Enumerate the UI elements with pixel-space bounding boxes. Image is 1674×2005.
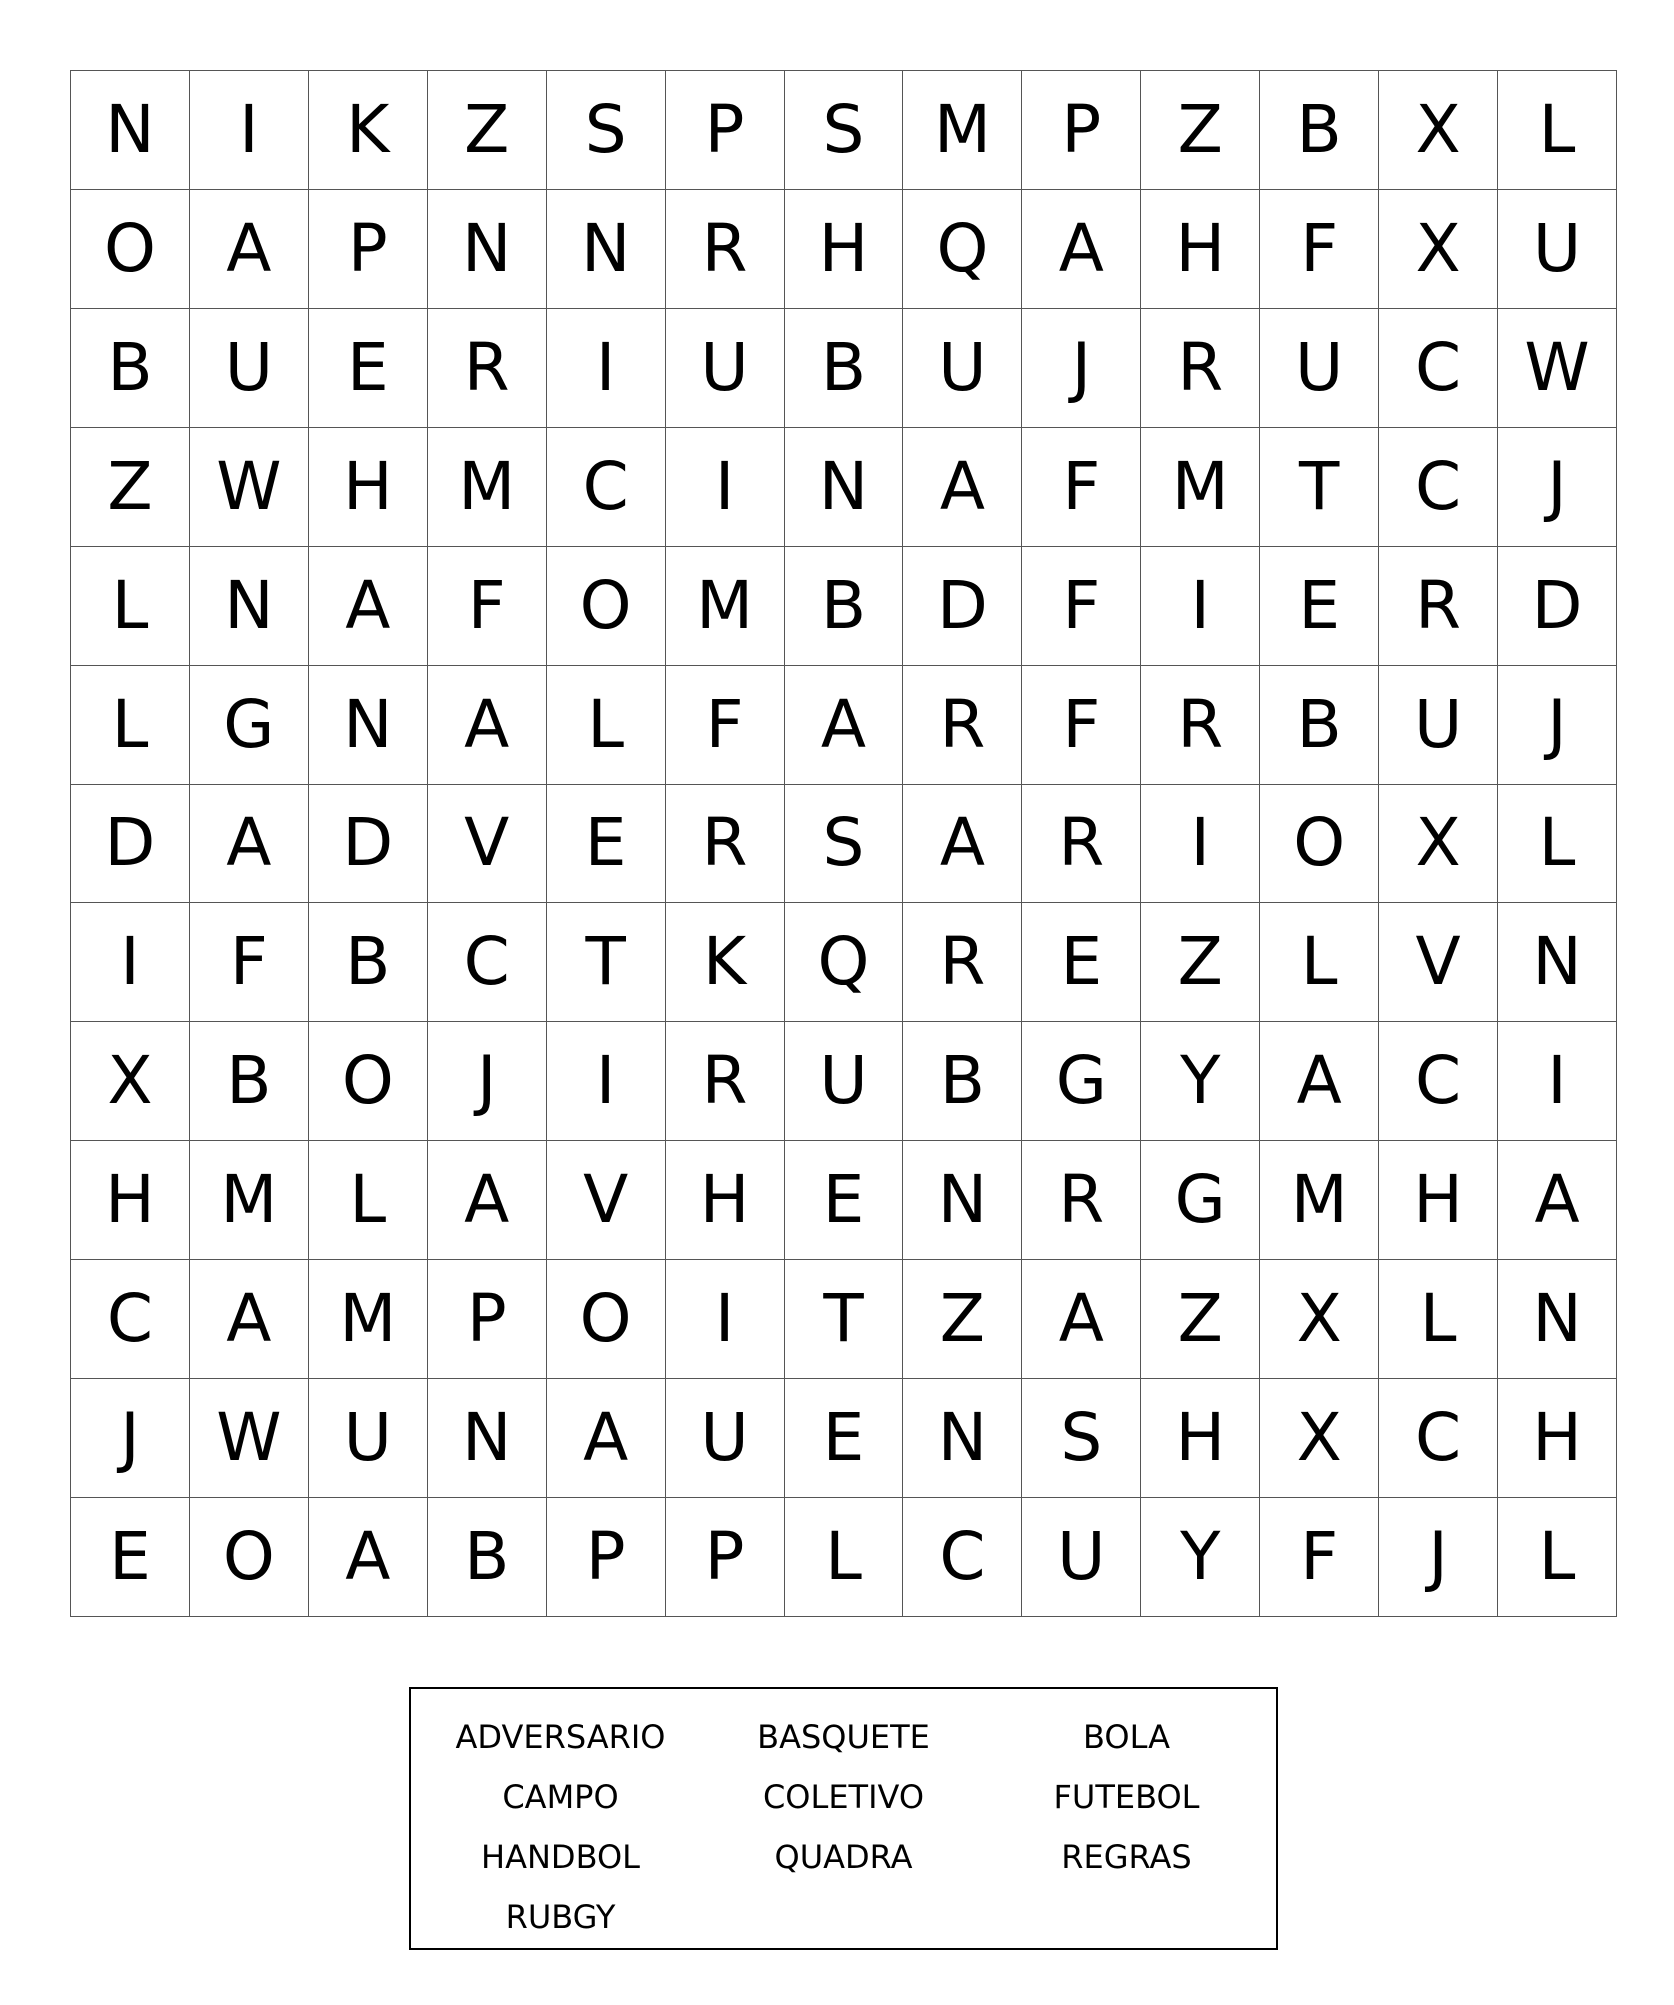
grid-cell[interactable]: I bbox=[1498, 1022, 1617, 1141]
grid-cell[interactable]: G bbox=[1141, 1141, 1260, 1260]
grid-cell[interactable]: A bbox=[190, 785, 309, 904]
grid-cell[interactable]: A bbox=[547, 1379, 666, 1498]
grid-cell[interactable]: I bbox=[547, 309, 666, 428]
grid-cell[interactable]: X bbox=[1260, 1379, 1379, 1498]
grid-cell[interactable]: J bbox=[1498, 666, 1617, 785]
grid-cell[interactable]: B bbox=[903, 1022, 1022, 1141]
grid-cell[interactable]: C bbox=[547, 428, 666, 547]
grid-cell[interactable]: H bbox=[1379, 1141, 1498, 1260]
grid-cell[interactable]: C bbox=[1379, 1379, 1498, 1498]
grid-cell[interactable]: R bbox=[666, 190, 785, 309]
grid-cell[interactable]: C bbox=[1379, 1022, 1498, 1141]
grid-cell[interactable]: P bbox=[428, 1260, 547, 1379]
grid-cell[interactable]: B bbox=[1260, 71, 1379, 190]
grid-cell[interactable]: A bbox=[428, 666, 547, 785]
grid-cell[interactable]: I bbox=[666, 1260, 785, 1379]
grid-cell[interactable]: A bbox=[309, 547, 428, 666]
grid-cell[interactable]: P bbox=[666, 1498, 785, 1617]
grid-cell[interactable]: N bbox=[903, 1141, 1022, 1260]
grid-cell[interactable]: U bbox=[666, 309, 785, 428]
grid-cell[interactable]: R bbox=[666, 785, 785, 904]
grid-cell[interactable]: Y bbox=[1141, 1022, 1260, 1141]
grid-cell[interactable]: V bbox=[1379, 903, 1498, 1022]
grid-cell[interactable]: A bbox=[903, 428, 1022, 547]
grid-cell[interactable]: R bbox=[1022, 785, 1141, 904]
grid-cell[interactable]: O bbox=[71, 190, 190, 309]
grid-cell[interactable]: F bbox=[190, 903, 309, 1022]
grid-cell[interactable]: R bbox=[1379, 547, 1498, 666]
word-bank-item: QUADRA bbox=[774, 1838, 913, 1876]
grid-cell[interactable]: F bbox=[428, 547, 547, 666]
grid-cell[interactable]: C bbox=[1379, 309, 1498, 428]
grid-cell[interactable]: O bbox=[547, 1260, 666, 1379]
grid-cell[interactable]: N bbox=[190, 547, 309, 666]
grid-cell[interactable]: C bbox=[71, 1260, 190, 1379]
grid-cell[interactable]: U bbox=[1379, 666, 1498, 785]
grid-cell[interactable]: X bbox=[1260, 1260, 1379, 1379]
grid-cell[interactable]: N bbox=[71, 71, 190, 190]
grid-cell[interactable]: A bbox=[1022, 190, 1141, 309]
grid-cell[interactable]: U bbox=[309, 1379, 428, 1498]
grid-cell[interactable]: H bbox=[666, 1141, 785, 1260]
grid-cell[interactable]: Y bbox=[1141, 1498, 1260, 1617]
grid-cell[interactable]: U bbox=[1498, 190, 1617, 309]
grid-cell[interactable]: Z bbox=[1141, 71, 1260, 190]
grid-cell[interactable]: E bbox=[785, 1141, 904, 1260]
grid-cell[interactable]: O bbox=[190, 1498, 309, 1617]
grid-cell[interactable]: N bbox=[1498, 903, 1617, 1022]
word-bank-item: REGRAS bbox=[1061, 1838, 1192, 1876]
grid-cell[interactable]: H bbox=[1141, 1379, 1260, 1498]
grid-cell[interactable]: M bbox=[428, 428, 547, 547]
word-bank-item: ADVERSARIO bbox=[455, 1718, 666, 1756]
grid-cell[interactable]: K bbox=[666, 903, 785, 1022]
grid-cell[interactable]: I bbox=[666, 428, 785, 547]
grid-cell[interactable]: O bbox=[309, 1022, 428, 1141]
word-bank-item: HANDBOL bbox=[481, 1838, 640, 1876]
grid-cell[interactable]: U bbox=[666, 1379, 785, 1498]
grid-cell[interactable]: F bbox=[1260, 1498, 1379, 1617]
grid-cell[interactable]: M bbox=[1260, 1141, 1379, 1260]
grid-cell[interactable]: D bbox=[903, 547, 1022, 666]
grid-cell[interactable]: L bbox=[1498, 71, 1617, 190]
grid-cell[interactable]: A bbox=[190, 190, 309, 309]
word-bank-item: COLETIVO bbox=[762, 1778, 925, 1816]
grid-cell[interactable]: H bbox=[71, 1141, 190, 1260]
grid-cell[interactable]: U bbox=[785, 1022, 904, 1141]
grid-cell[interactable]: L bbox=[1260, 903, 1379, 1022]
grid-cell[interactable]: E bbox=[1260, 547, 1379, 666]
grid-cell[interactable]: L bbox=[1498, 785, 1617, 904]
grid-cell[interactable]: L bbox=[71, 666, 190, 785]
grid-cell[interactable]: T bbox=[547, 903, 666, 1022]
grid-cell[interactable]: B bbox=[71, 309, 190, 428]
grid-cell[interactable]: A bbox=[1498, 1141, 1617, 1260]
grid-cell[interactable]: S bbox=[1022, 1379, 1141, 1498]
grid-cell[interactable]: H bbox=[785, 190, 904, 309]
grid-cell[interactable]: M bbox=[903, 71, 1022, 190]
grid-cell[interactable]: X bbox=[1379, 71, 1498, 190]
grid-cell[interactable]: X bbox=[1379, 785, 1498, 904]
grid-cell[interactable]: A bbox=[1260, 1022, 1379, 1141]
grid-cell[interactable]: M bbox=[309, 1260, 428, 1379]
grid-cell[interactable]: W bbox=[1498, 309, 1617, 428]
grid-cell[interactable]: G bbox=[1022, 1022, 1141, 1141]
grid-cell[interactable]: C bbox=[428, 903, 547, 1022]
grid-cell[interactable]: N bbox=[547, 190, 666, 309]
grid-cell[interactable]: I bbox=[71, 903, 190, 1022]
grid-cell[interactable]: F bbox=[1260, 190, 1379, 309]
grid-cell[interactable]: E bbox=[309, 309, 428, 428]
grid-cell[interactable]: V bbox=[547, 1141, 666, 1260]
grid-cell[interactable]: Z bbox=[71, 428, 190, 547]
grid-cell[interactable]: C bbox=[903, 1498, 1022, 1617]
word-bank bbox=[409, 1687, 1278, 1950]
grid-cell[interactable]: R bbox=[1141, 309, 1260, 428]
grid-cell[interactable]: M bbox=[190, 1141, 309, 1260]
grid-cell[interactable]: J bbox=[428, 1022, 547, 1141]
grid-cell[interactable]: A bbox=[428, 1141, 547, 1260]
grid-cell[interactable]: N bbox=[428, 190, 547, 309]
grid-cell[interactable]: H bbox=[1141, 190, 1260, 309]
grid-cell[interactable]: B bbox=[785, 547, 904, 666]
grid-cell[interactable]: M bbox=[1141, 428, 1260, 547]
grid-cell[interactable]: F bbox=[1022, 428, 1141, 547]
grid-cell[interactable]: F bbox=[1022, 547, 1141, 666]
grid-cell[interactable]: O bbox=[1260, 785, 1379, 904]
grid-cell[interactable]: R bbox=[1141, 666, 1260, 785]
grid-cell[interactable]: N bbox=[785, 428, 904, 547]
grid-cell[interactable]: L bbox=[785, 1498, 904, 1617]
grid-cell[interactable]: U bbox=[1260, 309, 1379, 428]
grid-cell[interactable]: L bbox=[1498, 1498, 1617, 1617]
grid-cell[interactable]: N bbox=[1498, 1260, 1617, 1379]
word-bank-item: CAMPO bbox=[502, 1778, 619, 1816]
grid-cell[interactable]: Z bbox=[428, 71, 547, 190]
grid-cell[interactable]: S bbox=[785, 785, 904, 904]
grid-cell[interactable]: R bbox=[903, 666, 1022, 785]
grid-cell[interactable]: J bbox=[1379, 1498, 1498, 1617]
grid-cell[interactable]: S bbox=[785, 71, 904, 190]
grid-cell[interactable]: E bbox=[785, 1379, 904, 1498]
grid-cell[interactable]: C bbox=[1379, 428, 1498, 547]
grid-cell[interactable]: I bbox=[547, 1022, 666, 1141]
grid-cell[interactable]: D bbox=[71, 785, 190, 904]
grid-cell[interactable]: L bbox=[71, 547, 190, 666]
grid-cell[interactable]: R bbox=[903, 903, 1022, 1022]
grid-cell[interactable]: E bbox=[547, 785, 666, 904]
grid-cell[interactable]: L bbox=[1379, 1260, 1498, 1379]
grid-cell[interactable]: X bbox=[71, 1022, 190, 1141]
word-bank-item: BOLA bbox=[1082, 1718, 1171, 1756]
grid-cell[interactable]: B bbox=[1260, 666, 1379, 785]
grid-cell[interactable]: Q bbox=[903, 190, 1022, 309]
grid-cell[interactable]: I bbox=[190, 71, 309, 190]
grid-cell[interactable]: R bbox=[1022, 1141, 1141, 1260]
grid-cell[interactable]: F bbox=[666, 666, 785, 785]
grid-cell[interactable]: R bbox=[666, 1022, 785, 1141]
grid-cell[interactable]: G bbox=[190, 666, 309, 785]
grid-cell[interactable]: A bbox=[309, 1498, 428, 1617]
grid-cell[interactable]: K bbox=[309, 71, 428, 190]
grid-cell[interactable]: D bbox=[309, 785, 428, 904]
grid-cell[interactable]: N bbox=[309, 666, 428, 785]
grid-cell[interactable]: S bbox=[547, 71, 666, 190]
grid-cell[interactable]: P bbox=[1022, 71, 1141, 190]
grid-cell[interactable]: N bbox=[903, 1379, 1022, 1498]
grid-cell[interactable]: W bbox=[190, 1379, 309, 1498]
grid-cell[interactable]: M bbox=[666, 547, 785, 666]
grid-cell[interactable]: U bbox=[1022, 1498, 1141, 1617]
grid-cell[interactable]: N bbox=[428, 1379, 547, 1498]
grid-cell[interactable]: J bbox=[1498, 428, 1617, 547]
grid-cell[interactable]: I bbox=[1141, 785, 1260, 904]
word-bank-item: RUBGY bbox=[505, 1898, 616, 1936]
grid-cell[interactable]: D bbox=[1498, 547, 1617, 666]
grid-cell[interactable]: H bbox=[1498, 1379, 1617, 1498]
word-bank-item: FUTEBOL bbox=[1053, 1778, 1200, 1816]
grid-cell[interactable]: X bbox=[1379, 190, 1498, 309]
grid-cell[interactable]: T bbox=[1260, 428, 1379, 547]
grid-cell[interactable]: A bbox=[190, 1260, 309, 1379]
word-bank-item: BASQUETE bbox=[757, 1718, 930, 1756]
grid-cell[interactable]: U bbox=[190, 309, 309, 428]
grid-cell[interactable]: Q bbox=[785, 903, 904, 1022]
grid-cell[interactable]: P bbox=[547, 1498, 666, 1617]
grid-cell[interactable]: L bbox=[309, 1141, 428, 1260]
grid-cell[interactable]: P bbox=[309, 190, 428, 309]
grid-cell[interactable]: V bbox=[428, 785, 547, 904]
grid-cell[interactable]: F bbox=[1022, 666, 1141, 785]
grid-cell[interactable]: E bbox=[1022, 903, 1141, 1022]
grid-cell[interactable]: B bbox=[190, 1022, 309, 1141]
grid-cell[interactable]: R bbox=[428, 309, 547, 428]
grid-cell[interactable]: E bbox=[71, 1498, 190, 1617]
grid-cell[interactable]: A bbox=[903, 785, 1022, 904]
grid-cell[interactable]: P bbox=[666, 71, 785, 190]
grid-cell[interactable]: B bbox=[428, 1498, 547, 1617]
letter-grid bbox=[70, 70, 1617, 1617]
grid-cell[interactable]: J bbox=[1022, 309, 1141, 428]
grid-cell[interactable]: A bbox=[785, 666, 904, 785]
grid-cell[interactable]: J bbox=[71, 1379, 190, 1498]
grid-cell[interactable]: I bbox=[1141, 547, 1260, 666]
grid-cell[interactable]: Z bbox=[1141, 903, 1260, 1022]
grid-cell[interactable]: Z bbox=[1141, 1260, 1260, 1379]
grid-cell[interactable]: T bbox=[785, 1260, 904, 1379]
grid-cell[interactable]: Z bbox=[903, 1260, 1022, 1379]
grid-cell[interactable]: W bbox=[190, 428, 309, 547]
grid-cell[interactable]: L bbox=[547, 666, 666, 785]
grid-cell[interactable]: O bbox=[547, 547, 666, 666]
grid-cell[interactable]: H bbox=[309, 428, 428, 547]
grid-cell[interactable]: U bbox=[903, 309, 1022, 428]
grid-cell[interactable]: B bbox=[309, 903, 428, 1022]
grid-cell[interactable]: B bbox=[785, 309, 904, 428]
grid-cell[interactable]: A bbox=[1022, 1260, 1141, 1379]
